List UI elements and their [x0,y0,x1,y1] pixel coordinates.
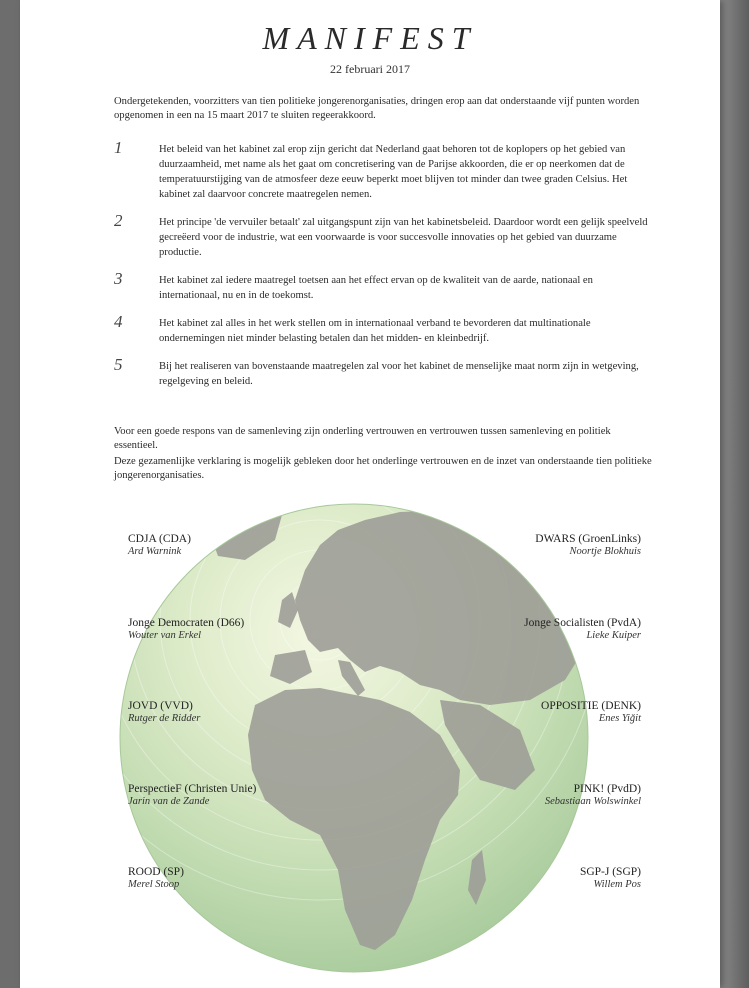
signatory-org: SGP-J (SGP) [579,866,641,878]
intro-paragraph: Ondergetekenden, voorzitters van tien politieke jongerenorganisaties, dringen erop aan dat onderstaande vijf punten worden opgenomen in een na 15 maart 2017 te sluiten regeerakkoord. [114,96,640,121]
signatory-name: Enes Yiğit [598,713,641,724]
signatory-name: Sebastiaan Wolswinkel [544,796,641,807]
signatory-block [545,783,641,807]
signatory-name: Ard Warnink [128,546,182,557]
signatory-block [128,533,191,557]
signatory-block [580,866,641,890]
document-page [20,0,720,988]
closing-line: Voor een goede respons van de samenleving zijn onderling vertrouwen en vertrouwen tussen samenleving en politiek essentieel. [114,426,611,451]
signatory-block [535,533,641,557]
signatories-area [20,0,720,988]
signatory-org: CDJA (CDA) [128,533,191,545]
document-date: 22 februari 2017 [330,62,410,76]
point-text: Bij het realiseren van bovenstaande maatregelen zal voor het kabinet de menselijke maat norm zijn in wetgeving, regelgeving en beleid. [159,361,639,387]
signatory-block [128,617,244,641]
point-number: 3 [114,269,123,288]
signatory-name: Lieke Kuiper [586,630,641,641]
point-number: 1 [114,138,123,157]
signatory-org: Jonge Democraten (D66) [128,617,245,629]
signatory-org: OPPOSITIE (DENK) [541,700,641,712]
point-text: Het principe 'de vervuiler betaalt' zal uitgangspunt zijn van het kabinetsbeleid. Daardoor wordt een gelijk speelveld gecreëerd voor de industrie, wat een voorwaarde is voor succesvolle innovaties op het gebied van duurzame productie. [159,217,648,258]
signatory-block [524,617,641,641]
page-title: MANIFEST [262,20,478,56]
signatory-org: DWARS (GroenLinks) [535,533,641,545]
point-text: Het beleid van het kabinet zal erop zijn gericht dat Nederland gaat behoren tot de koplopers op het gebied van duurzaamheid, met name als het gaat om concretisering van de Parijse akkoorden, die er op neerkomen dat de temperatuurstijging van de atmosfeer deze eeuw beperkt moet blijven tot minder dan twee graden Celsius. Het kabinet zal daarvoor concrete maatregelen nemen. [159,144,628,200]
signatory-org: ROOD (SP) [128,866,184,878]
signatory-block [128,783,256,807]
signatory-name: Noortje Blokhuis [569,546,641,557]
signatory-org: Jonge Socialisten (PvdA) [524,617,641,629]
closing-line: Deze gezamenlijke verklaring is mogelijk gebleken door het onderlinge vertrouwen en de inzet van onderstaande tien politieke jongerenorganisaties. [114,456,652,481]
point-text: Het kabinet zal alles in het werk stellen om in internationaal verband te bevorderen dat multinationale ondernemingen niet minder belasting betalen dan het midden- en kleinbedrijf. [159,318,591,344]
viewer-background [720,0,749,988]
signatory-name: Jarin van de Zande [128,796,210,807]
signatory-org: PerspectieF (Christen Unie) [128,783,257,795]
signatory-block [541,700,641,724]
point-text: Het kabinet zal iedere maatregel toetsen aan het effect ervan op de kwaliteit van de aarde, nationaal en internationaal, nu en in de toekomst. [159,275,593,301]
point-number: 5 [114,355,123,374]
signatory-block [128,866,184,890]
signatory-org: JOVD (VVD) [128,700,193,712]
signatory-name: Willem Pos [593,879,641,890]
signatory-org: PINK! (PvdD) [573,783,641,795]
point-number: 2 [114,211,123,230]
signatory-name: Wouter van Erkel [128,630,202,641]
signatory-name: Merel Stoop [128,879,180,890]
signatory-block [128,700,200,724]
signatory-name: Rutger de Ridder [128,713,201,724]
point-number: 4 [114,312,123,331]
